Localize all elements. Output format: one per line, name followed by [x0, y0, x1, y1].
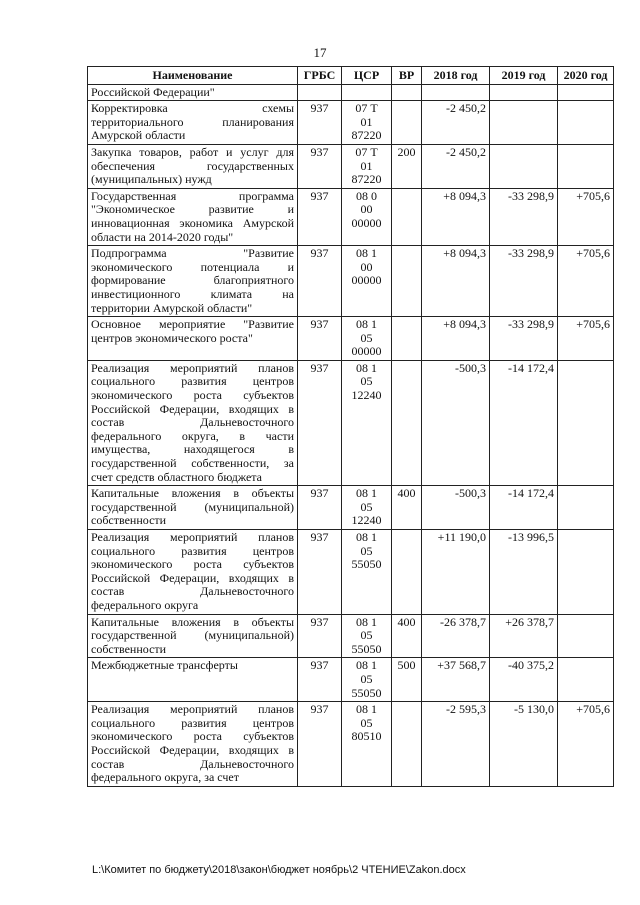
- row-csr-cell: [342, 317, 392, 361]
- row-csr-cell: [342, 486, 392, 530]
- row-2018-cell: -2 450,2: [422, 144, 490, 188]
- csr-code-part: 80510: [351, 729, 382, 744]
- row-2019-cell: [490, 101, 558, 145]
- row-csr-cell: [342, 530, 392, 615]
- row-name-cell: Капитальные вложения в объекты государственной (муниципальной) собственности: [88, 614, 298, 658]
- csr-code-part: 00: [360, 259, 373, 274]
- row-name-cell: Государственная программа "Экономическое развитие и инновационная экономика Амурской области на 2014-2020 годы": [88, 188, 298, 245]
- row-grbs-cell: 937: [298, 101, 342, 145]
- table-row: [88, 317, 614, 361]
- csr-code-part: 05: [360, 543, 373, 558]
- csr-code-part: 01: [360, 114, 373, 129]
- header-name: Наименование: [88, 67, 298, 85]
- row-vr-cell: [392, 101, 422, 145]
- row-grbs-cell: 937: [298, 360, 342, 485]
- row-grbs-cell: 937: [298, 658, 342, 702]
- csr-code-part: 08 1: [356, 246, 377, 261]
- row-2019-cell: -5 130,0: [490, 702, 558, 787]
- row-vr-cell: [392, 360, 422, 485]
- row-2020-cell: +705,6: [558, 702, 614, 787]
- table-header-row: [88, 67, 614, 85]
- table-row: [88, 246, 614, 317]
- row-2018-cell: -500,3: [422, 360, 490, 485]
- row-2018-cell: +8 094,3: [422, 188, 490, 245]
- header-2019: 2019 год: [490, 67, 558, 85]
- row-2019-cell: -13 996,5: [490, 530, 558, 615]
- row-name-cell: Основное мероприятие "Развитие центров экономического роста": [88, 317, 298, 361]
- row-2018-cell: -2 450,2: [422, 101, 490, 145]
- table-row: [88, 144, 614, 188]
- row-grbs-cell: 937: [298, 614, 342, 658]
- row-2020-cell: [558, 144, 614, 188]
- row-name-cell: Капитальные вложения в объекты государственной (муниципальной) собственности: [88, 486, 298, 530]
- page-number: 17: [313, 45, 327, 60]
- header-2018: 2018 год: [422, 67, 490, 85]
- csr-code-part: 07 Т: [355, 101, 378, 116]
- row-vr-cell: [392, 188, 422, 245]
- csr-code-part: 05: [360, 330, 373, 345]
- row-vr-cell: [392, 246, 422, 317]
- footer-file-path: L:\Комитет по бюджету\2018\закон\бюджет ноябрь\2 ЧТЕНИЕ\Zakon.docx: [92, 864, 466, 876]
- csr-code-part: 08 0: [356, 188, 377, 203]
- row-2018-cell: +8 094,3: [422, 317, 490, 361]
- csr-code-part: 08 1: [356, 486, 377, 501]
- row-vr-cell: [392, 530, 422, 615]
- row-grbs-cell: 937: [298, 702, 342, 787]
- row-2018-cell: -2 595,3: [422, 702, 490, 787]
- row-grbs-cell: 937: [298, 144, 342, 188]
- row-2020-cell: +705,6: [558, 188, 614, 245]
- row-name-cell: Подпрограмма "Развитие экономического потенциала и формирование благоприятного инвестиционного климата на территории Амурской области": [88, 246, 298, 317]
- csr-code-part: 87220: [351, 128, 382, 143]
- row-2020-cell: [558, 486, 614, 530]
- row-grbs-cell: 937: [298, 188, 342, 245]
- row-2019-cell: -33 298,9: [490, 188, 558, 245]
- row-2018-cell: +8 094,3: [422, 246, 490, 317]
- row-2020-cell: [558, 658, 614, 702]
- row-grbs-cell: 937: [298, 486, 342, 530]
- row-csr-cell: [342, 246, 392, 317]
- csr-code-part: 12240: [351, 513, 382, 528]
- table-row: [88, 188, 614, 245]
- csr-code-part: 05: [360, 374, 373, 389]
- row-grbs-cell: 937: [298, 317, 342, 361]
- csr-code-part: 05: [360, 715, 373, 730]
- row-2019-cell: [490, 144, 558, 188]
- csr-code-part: 07 Т: [355, 144, 378, 159]
- continuation-row: [88, 84, 614, 101]
- csr-code-part: 08 1: [356, 360, 377, 375]
- row-name-cell: Реализация мероприятий планов социального развития центров экономического роста субъектов Российской Федерации, входящих в состав Дальневосточного федерального округа, в части имущества, находящегося в государственной собственности, за счет средств областного бюджета: [88, 360, 298, 485]
- row-2018-cell: +11 190,0: [422, 530, 490, 615]
- row-name-cell: Реализация мероприятий планов социального развития центров экономического роста субъектов Российской Федерации, входящих в состав Дальневосточного федерального округа, за счет: [88, 702, 298, 787]
- csr-code-part: 00000: [351, 215, 382, 230]
- csr-code-part: 55050: [351, 557, 382, 572]
- header-2020: 2020 год: [558, 67, 614, 85]
- row-2018-cell: +37 568,7: [422, 658, 490, 702]
- csr-code-part: 05: [360, 499, 373, 514]
- row-2018-cell: -500,3: [422, 486, 490, 530]
- row-csr-cell: [342, 144, 392, 188]
- row-2019-cell: -33 298,9: [490, 317, 558, 361]
- header-csr: ЦСР: [342, 67, 392, 85]
- row-vr-cell: 400: [392, 486, 422, 530]
- row-2020-cell: [558, 614, 614, 658]
- csr-code-part: 08 1: [356, 702, 377, 717]
- csr-code-part: 01: [360, 158, 373, 173]
- row-name-cell: Закупка товаров, работ и услуг для обеспечения государственных (муниципальных) нужд: [88, 144, 298, 188]
- row-vr-cell: 500: [392, 658, 422, 702]
- row-vr-cell: [392, 702, 422, 787]
- table-row: [88, 486, 614, 530]
- row-grbs-cell: 937: [298, 246, 342, 317]
- row-csr-cell: [342, 658, 392, 702]
- row-2019-cell: -33 298,9: [490, 246, 558, 317]
- table-row: [88, 702, 614, 787]
- row-2020-cell: +705,6: [558, 317, 614, 361]
- row-csr-cell: [342, 188, 392, 245]
- row-2020-cell: [558, 530, 614, 615]
- csr-code-part: 87220: [351, 172, 382, 187]
- row-vr-cell: 400: [392, 614, 422, 658]
- csr-code-part: 55050: [351, 641, 382, 656]
- table-row: [88, 101, 614, 145]
- row-2019-cell: -40 375,2: [490, 658, 558, 702]
- row-name-cell: Межбюджетные трансферты: [88, 658, 298, 702]
- table-row: [88, 360, 614, 485]
- table-row: [88, 658, 614, 702]
- row-name-cell: Корректировка схемы территориального планирования Амурской области: [88, 101, 298, 145]
- csr-code-part: 00: [360, 202, 373, 217]
- row-2020-cell: [558, 360, 614, 485]
- row-2019-cell: -14 172,4: [490, 486, 558, 530]
- row-csr-cell: [342, 101, 392, 145]
- csr-code-part: 08 1: [356, 658, 377, 673]
- header-vr: ВР: [392, 67, 422, 85]
- row-csr-cell: [342, 702, 392, 787]
- row-2019-cell: +26 378,7: [490, 614, 558, 658]
- row-name-cell: Реализация мероприятий планов социального развития центров экономического роста субъектов Российской Федерации, входящих в состав Дальневосточного федерального округа: [88, 530, 298, 615]
- row-2018-cell: -26 378,7: [422, 614, 490, 658]
- csr-code-part: 08 1: [356, 614, 377, 629]
- table-row: [88, 614, 614, 658]
- row-2020-cell: [558, 101, 614, 145]
- csr-code-part: 00000: [351, 344, 382, 359]
- csr-code-part: 08 1: [356, 317, 377, 332]
- row-2020-cell: +705,6: [558, 246, 614, 317]
- csr-code-part: 12240: [351, 388, 382, 403]
- csr-code-part: 00000: [351, 273, 382, 288]
- csr-code-part: 08 1: [356, 530, 377, 544]
- csr-code-part: 05: [360, 628, 373, 643]
- header-grbs: ГРБС: [298, 67, 342, 85]
- row-csr-cell: [342, 614, 392, 658]
- row-grbs-cell: 937: [298, 530, 342, 615]
- row-vr-cell: 200: [392, 144, 422, 188]
- continuation-text: Российской Федерации": [88, 84, 298, 101]
- row-csr-cell: [342, 360, 392, 485]
- csr-code-part: 05: [360, 671, 373, 686]
- row-vr-cell: [392, 317, 422, 361]
- budget-table: [87, 66, 614, 787]
- csr-code-part: 55050: [351, 685, 382, 700]
- row-2019-cell: -14 172,4: [490, 360, 558, 485]
- table-row: [88, 530, 614, 615]
